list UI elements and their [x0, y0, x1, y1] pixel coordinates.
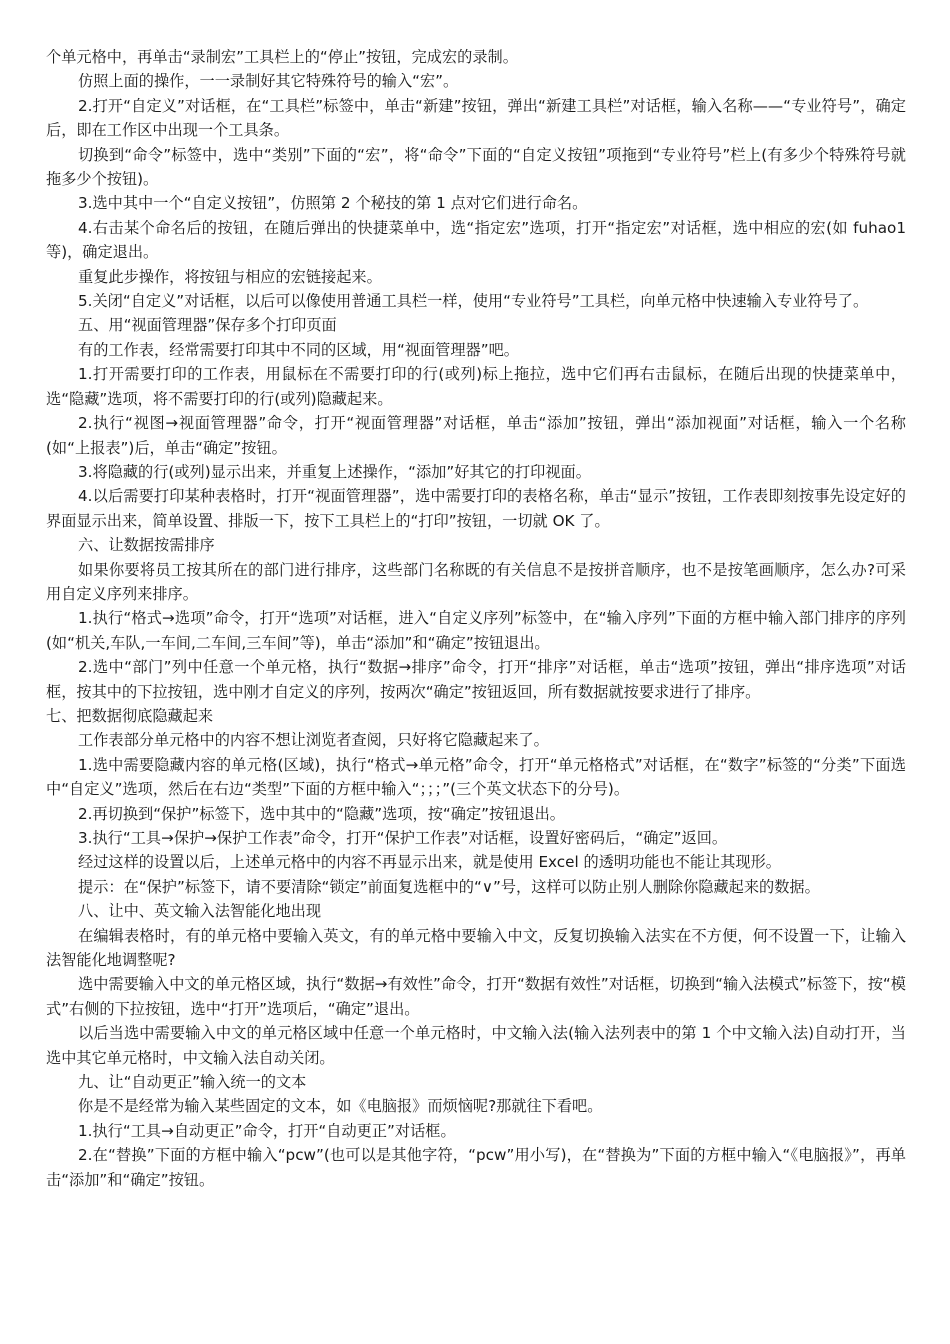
paragraph-23: 3.执行“工具→保护→保护工作表”命令，打开“保护工作表”对话框，设置好密码后，“确定”返回。 [78, 829, 728, 847]
paragraph-22: 2.再切换到“保护”标签下，选中其中的“隐藏”选项，按“确定”按钮退出。 [78, 804, 565, 823]
paragraph-2: 仿照上面的操作，一一录制好其它特殊符号的输入“宏”。 [78, 72, 459, 91]
paragraph-32: 1.执行“工具→自动更正”命令，打开“自动更正”对话框。 [78, 1121, 456, 1140]
paragraph-33: 2.在“替换”下面的方框中输入“pcw”(也可以是其他字符，“pcw”用小写)，在“替换为”下面的方框中输入“《电脑报》”，再单击“添加”和“确定”按钮。 [46, 1146, 906, 1189]
section-heading-7: 七、把数据彻底隐藏起来 [46, 706, 214, 725]
paragraph-16: 如果你要将员工按其所在的部门进行排序，这些部门名称既的有关信息不是按拼音顺序，也不是按笔画顺序，怎么办?可采用自定义序列来排序。 [46, 560, 906, 603]
paragraph-4: 切换到“命令”标签中，选中“类别”下面的“宏”，将“命令”下面的“自定义按钮”项拖到“专业符号”栏上(有多少个特殊符号就拖多少个按钮)。 [46, 145, 906, 189]
paragraph-17: 1.执行“格式→选项”命令，打开“选项”对话框，进入“自定义序列”标签中，在“输入序列”下面的方框中输入部门排序的序列(如“机关,车队,一车间,二车间,三车间”等)，单击“添加”和“确定”按钮退出。 [46, 609, 906, 652]
paragraph-24: 经过这样的设置以后，上述单元格中的内容不再显示出来，就是使用 Excel 的透明功能也不能让其现形。 [78, 853, 781, 872]
paragraph-3: 2.打开“自定义”对话框，在“工具栏”标签中，单击“新建”按钮，弹出“新建工具栏”对话框，输入名称——“专业符号”，确定后，即在工作区中出现一个工具条。 [46, 96, 906, 140]
paragraph-5: 3.选中其中一个“自定义按钮”，仿照第 2 个秘技的第 1 点对它们进行命名。 [78, 194, 588, 213]
section-heading-5: 五、用“视面管理器”保存多个打印页面 [78, 316, 337, 335]
paragraph-18: 2.选中“部门”列中任意一个单元格，执行“数据→排序”命令，打开“排序”对话框，单击“选项”按钮，弹出“排序选项”对话框，按其中的下拉按钮，选中刚才自定义的序列，按两次“确定”按钮返回，所有数据就按要求进行了排序。 [46, 658, 906, 701]
tip-paragraph: 提示：在“保护”标签下，请不要清除“锁定”前面复选框中的“∨”号，这样可以防止别人删除你隐藏起来的数据。 [78, 877, 820, 896]
paragraph-29: 以后当选中需要输入中文的单元格区域中任意一个单元格时，中文输入法(输入法列表中的第 1 个中文输入法)自动打开，当选中其它单元格时，中文输入法自动关闭。 [46, 1024, 906, 1067]
paragraph-21: 1.选中需要隐藏内容的单元格(区域)，执行“格式→单元格”命令，打开“单元格格式”对话框，在“数字”标签的“分类”下面选中“自定义”选项，然后在右边“类型”下面的方框中输入“；；；”(三个英文状态下的分号)。 [46, 755, 906, 799]
section-heading-8: 八、让中、英文输入法智能化地出现 [78, 902, 321, 921]
paragraph-31: 你是不是经常为输入某些固定的文本，如《电脑报》而烦恼呢?那就往下看吧。 [78, 1097, 603, 1116]
paragraph-7: 重复此步操作，将按钮与相应的宏链接起来。 [78, 267, 382, 286]
paragraph-6: 4.右击某个命名后的按钮，在随后弹出的快捷菜单中，选“指定宏”选项，打开“指定宏”对话框，选中相应的宏(如 fuhao1 等)，确定退出。 [46, 218, 906, 262]
paragraph-14: 4.以后需要打印某种表格时，打开“视面管理器”，选中需要打印的表格名称，单击“显示”按钮，工作表即刻按事先设定好的界面显示出来，简单设置、排版一下，按下工具栏上的“打印”按钮，一切就 OK 了。 [46, 487, 906, 530]
section-heading-9: 九、让“自动更正”输入统一的文本 [78, 1073, 307, 1092]
paragraph-13: 3.将隐藏的行(或列)显示出来，并重复上述操作，“添加”好其它的打印视面。 [78, 462, 591, 481]
paragraph-11: 1.打开需要打印的工作表，用鼠标在不需要打印的行(或列)标上拖拉，选中它们再右击鼠标，在随后出现的快捷菜单中，选“隐藏”选项，将不需要打印的行(或列)隐藏起来。 [46, 365, 906, 408]
paragraph-8: 5.关闭“自定义”对话框，以后可以像使用普通工具栏一样，使用“专业符号”工具栏，向单元格中快速输入专业符号了。 [78, 292, 869, 311]
section-heading-6: 六、让数据按需排序 [78, 536, 215, 555]
paragraph-10: 有的工作表，经常需要打印其中不同的区域，用“视面管理器”吧。 [78, 340, 519, 359]
paragraph-20: 工作表部分单元格中的内容不想让浏览者查阅，只好将它隐藏起来了。 [78, 731, 549, 750]
paragraph-28: 选中需要输入中文的单元格区域，执行“数据→有效性”命令，打开“数据有效性”对话框，切换到“输入法模式”标签下，按“模式”右侧的下拉按钮，选中“打开”选项后，“确定”退出。 [46, 975, 906, 1018]
paragraph-1: 个单元格中，再单击“录制宏”工具栏上的“停止”按钮，完成宏的录制。 [46, 48, 518, 66]
paragraph-27: 在编辑表格时，有的单元格中要输入英文，有的单元格中要输入中文，反复切换输入法实在不方便，何不设置一下，让输入法智能化地调整呢? [46, 926, 906, 970]
paragraph-12: 2.执行“视图→视面管理器”命令，打开“视面管理器”对话框，单击“添加”按钮，弹出“添加视面”对话框，输入一个名称(如“上报表”)后，单击“确定”按钮。 [46, 414, 906, 457]
